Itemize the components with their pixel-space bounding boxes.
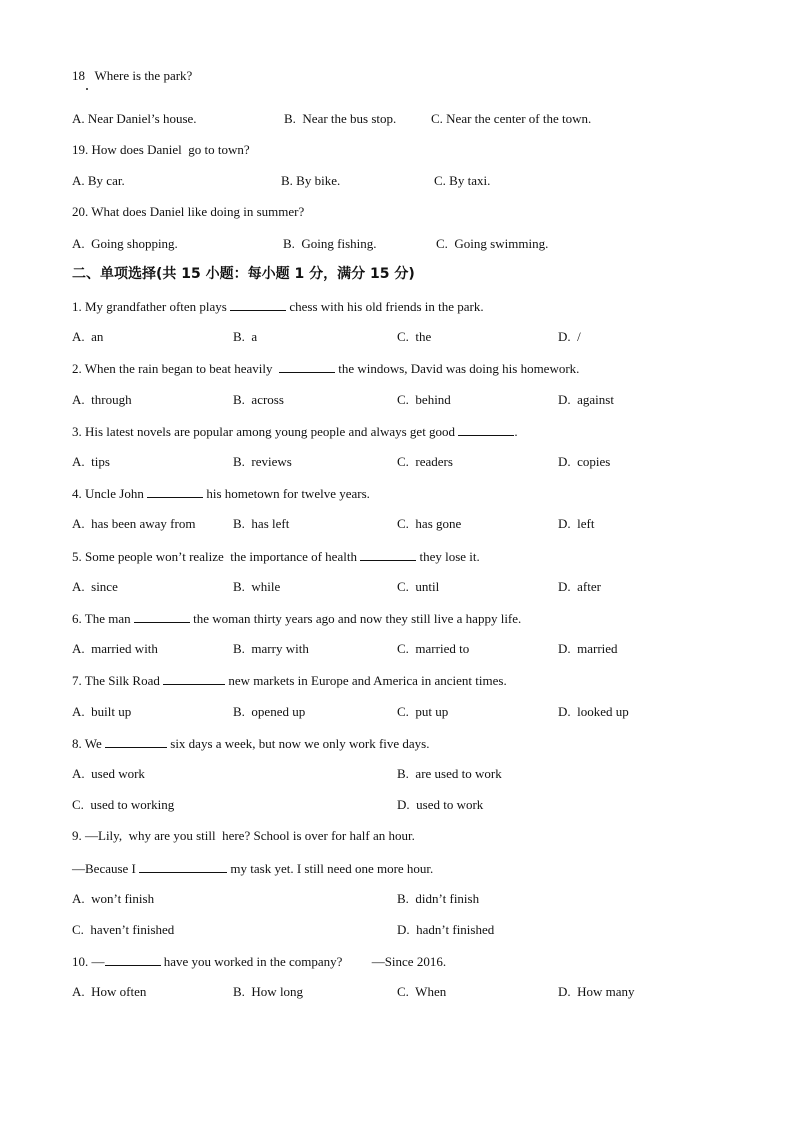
q7-option-c: C. put up [397, 704, 449, 719]
answer-blank [163, 672, 225, 685]
q20-option-b: B. Going fishing. [283, 236, 377, 251]
q18-option-b: B. Near the bus stop. [284, 111, 397, 126]
section-heading: 二、单项选择(共 15 小题：每小题 1 分，满分 15 分) [72, 266, 415, 282]
q2-option-c: C. behind [397, 392, 451, 407]
q10-option-c: C. When [397, 984, 447, 999]
question-4-stem: 4. Uncle John his hometown for twelve years. [72, 486, 370, 501]
q3-option-c: C. readers [397, 454, 453, 469]
question-10-stem: 10. — have you worked in the company? —Since 2016. [72, 954, 447, 969]
answer-blank [105, 953, 161, 966]
q19-option-c: C. By taxi. [434, 173, 491, 188]
q6-option-d: D. married [558, 641, 618, 656]
question-19-stem: 19. How does Daniel go to town? [72, 142, 250, 157]
q19-option-b: B. By bike. [281, 173, 341, 188]
q9-option-a: A. won’t finish [72, 891, 155, 906]
q10-option-a: A. How often [72, 984, 147, 999]
q2-option-d: D. against [558, 392, 614, 407]
q8-option-a: A. used work [72, 766, 145, 781]
q1-option-c: C. the [397, 329, 432, 344]
q2-option-a: A. through [72, 392, 132, 407]
q4-option-b: B. has left [233, 516, 290, 531]
question-5-stem: 5. Some people won’t realize the importance of health they lose it. [72, 549, 480, 564]
q18-option-a: A. Near Daniel’s house. [72, 111, 197, 126]
q7-option-d: D. looked up [558, 704, 629, 719]
q1-option-d: D. / [558, 329, 581, 344]
answer-blank [279, 360, 335, 373]
q10-option-b: B. How long [233, 984, 304, 999]
answer-blank [230, 298, 286, 311]
q8-option-b: B. are used to work [397, 766, 502, 781]
question-20-stem: 20. What does Daniel like doing in summer? [72, 204, 305, 219]
q6-option-b: B. marry with [233, 641, 309, 656]
q1-option-a: A. an [72, 329, 104, 344]
stray-dot [86, 88, 88, 90]
q3-option-a: A. tips [72, 454, 110, 469]
answer-blank [134, 610, 190, 623]
question-8-stem: 8. We six days a week, but now we only work five days. [72, 736, 430, 751]
q9-option-c: C. haven’t finished [72, 922, 175, 937]
q20-option-c: C. Going swimming. [436, 236, 549, 251]
q5-option-b: B. while [233, 579, 281, 594]
question-18-stem: 18 Where is the park? [72, 68, 193, 83]
q5-option-a: A. since [72, 579, 118, 594]
q2-option-b: B. across [233, 392, 284, 407]
question-1-stem: 1. My grandfather often plays chess with his old friends in the park. [72, 299, 484, 314]
q4-option-d: D. left [558, 516, 595, 531]
q3-option-b: B. reviews [233, 454, 292, 469]
q4-option-a: A. has been away from [72, 516, 196, 531]
answer-blank [139, 860, 227, 873]
q4-option-c: C. has gone [397, 516, 462, 531]
q8-option-c: C. used to working [72, 797, 175, 812]
q7-option-b: B. opened up [233, 704, 306, 719]
q20-option-a: A. Going shopping. [72, 236, 178, 251]
answer-blank [458, 423, 514, 436]
q5-option-d: D. after [558, 579, 601, 594]
q9-option-b: B. didn’t finish [397, 891, 480, 906]
q5-option-c: C. until [397, 579, 440, 594]
q19-option-a: A. By car. [72, 173, 125, 188]
question-9-stem: 9. —Lily, why are you still here? School is over for half an hour. [72, 828, 415, 843]
q18-option-c: C. Near the center of the town. [431, 111, 592, 126]
answer-blank [105, 735, 167, 748]
q6-option-a: A. married with [72, 641, 158, 656]
question-2-stem: 2. When the rain began to beat heavily the windows, David was doing his homework. [72, 361, 580, 376]
q9-option-d: D. hadn’t finished [397, 922, 495, 937]
question-6-stem: 6. The man the woman thirty years ago and now they still live a happy life. [72, 611, 522, 626]
q6-option-c: C. married to [397, 641, 470, 656]
answer-blank [360, 548, 416, 561]
q7-option-a: A. built up [72, 704, 132, 719]
question-9-reply: —Because I my task yet. I still need one more hour. [72, 861, 434, 876]
q1-option-b: B. a [233, 329, 258, 344]
q8-option-d: D. used to work [397, 797, 484, 812]
answer-blank [147, 485, 203, 498]
q3-option-d: D. copies [558, 454, 611, 469]
question-7-stem: 7. The Silk Road new markets in Europe and America in ancient times. [72, 673, 507, 688]
question-3-stem: 3. His latest novels are popular among young people and always get good . [72, 424, 518, 439]
q10-option-d: D. How many [558, 984, 635, 999]
